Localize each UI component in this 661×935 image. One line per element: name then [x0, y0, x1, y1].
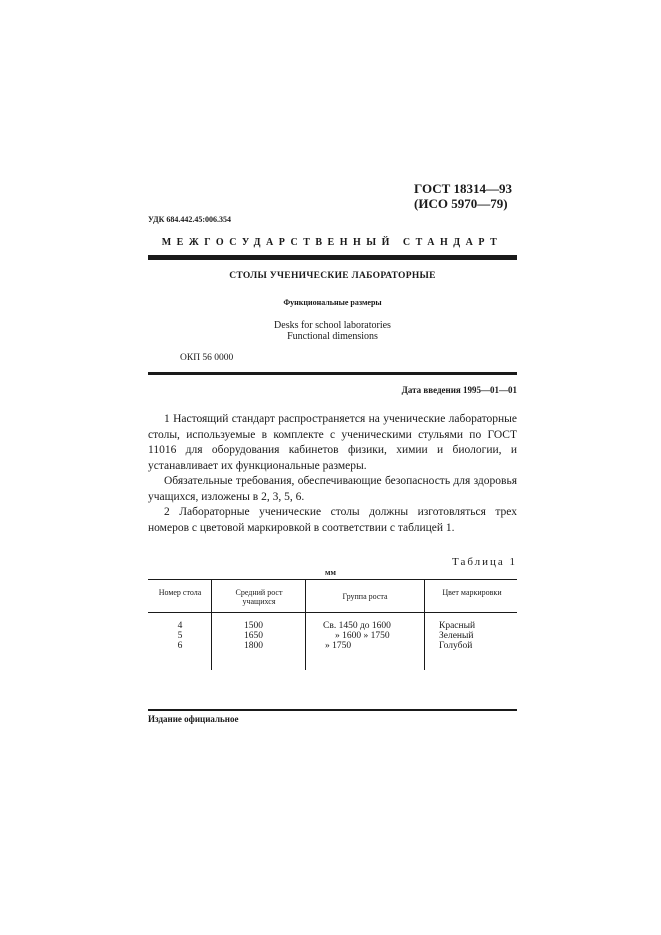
row-height: 1650 — [244, 631, 263, 641]
row-number: 6 — [177, 641, 183, 651]
header-rule — [148, 255, 517, 260]
row-height: 1500 — [244, 621, 263, 631]
table-unit: мм — [325, 568, 336, 577]
english-title-line1: Desks for school laboratories — [274, 320, 391, 331]
row-height: 1800 — [244, 641, 263, 651]
iso-number: (ИСО 5970—79) — [414, 196, 508, 211]
footer-rule — [148, 709, 517, 711]
table-header-group: Группа роста — [342, 592, 388, 601]
gost-designation — [414, 181, 512, 211]
table-divider-1 — [211, 579, 212, 670]
paragraph-3-text: 2 Лабораторные ученические столы должны изготовляться трех номеров с цветовой маркировкой в соответствии с таблицей 1. — [148, 506, 517, 534]
row-group: » 1600 » 1750 — [335, 631, 390, 641]
row-color: Зеленый — [439, 631, 474, 641]
english-title-line2: Functional dimensions — [287, 331, 378, 342]
row-group: » 1750 — [325, 641, 352, 651]
official-edition-note: Издание официальное — [148, 714, 239, 724]
paragraph-1-text: 1 Настоящий стандарт распространяется на ученические лабораторные столы, используемые в комплекте с ученическими стульями по ГОСТ 11016 для оборудования кабинетов физики, химии и биологии, и устанавливает их функциональные размеры. — [148, 413, 517, 472]
gost-number: ГОСТ 18314—93 — [414, 181, 513, 196]
table-label: Таблица 1 — [452, 556, 518, 568]
paragraph-2 — [148, 474, 517, 505]
standard-type-heading: МЕЖГОСУДАРСТВЕННЫЙ СТАНДАРТ — [161, 237, 503, 248]
row-color: Красный — [439, 621, 476, 631]
introduction-date: Дата введения 1995—01—01 — [401, 385, 517, 395]
table-header-rule — [148, 612, 517, 613]
table-divider-2 — [305, 579, 306, 670]
title-rule — [148, 372, 517, 375]
row-number: 5 — [177, 631, 183, 641]
table-divider-3 — [424, 579, 425, 670]
table-header-height: Средний рост учащихся — [235, 588, 283, 606]
english-title — [148, 320, 517, 342]
table-top-rule — [148, 579, 517, 580]
paragraph-2-text: Обязательные требования, обеспечивающие безопасность для здоровья учащихся, изложены в 2, 3, 5, 6. — [148, 475, 517, 503]
udk-code: УДК 684.442.45:006.354 — [148, 215, 232, 224]
document-title: СТОЛЫ УЧЕНИЧЕСКИЕ ЛАБОРАТОРНЫЕ — [229, 271, 436, 281]
row-group: Св. 1450 до 1600 — [323, 621, 391, 631]
row-number: 4 — [177, 621, 183, 631]
row-color: Голубой — [439, 641, 473, 651]
paragraph-3 — [148, 505, 517, 536]
okp-code: ОКП 56 0000 — [180, 353, 234, 363]
table-header-number: Номер стола — [158, 588, 202, 597]
table-header-color: Цвет маркировки — [442, 588, 502, 597]
document-subtitle: Функциональные размеры — [283, 298, 382, 307]
paragraph-1 — [148, 412, 517, 474]
